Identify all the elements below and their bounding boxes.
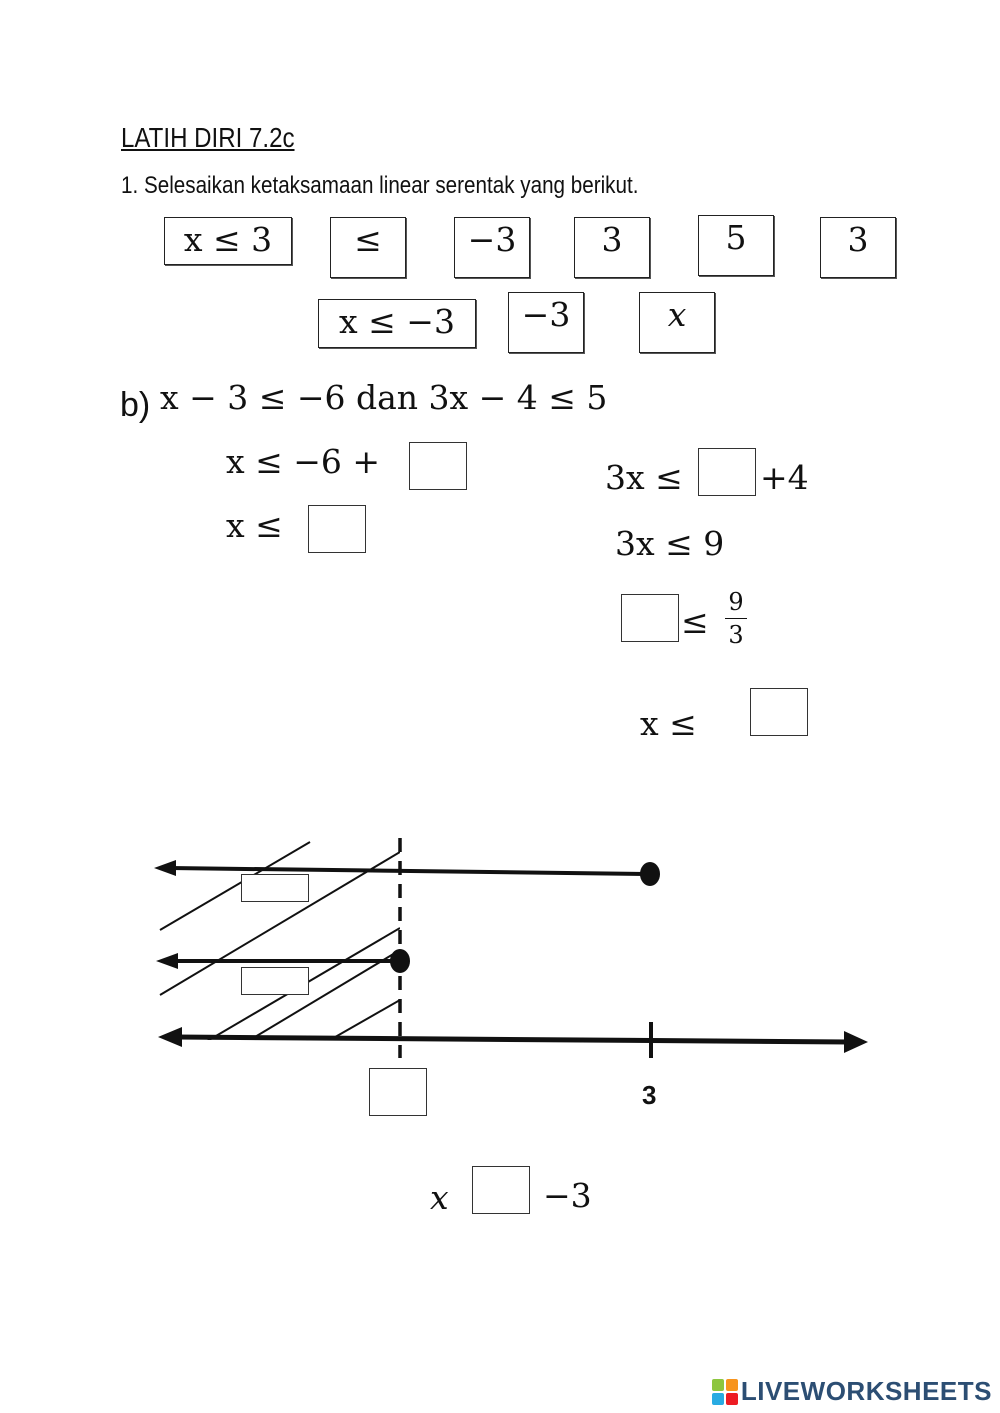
right-step2-text: 3x ≤ 9: [615, 524, 725, 563]
final-answer-value: −3: [543, 1176, 592, 1215]
right-step1-suffix: +4: [760, 458, 809, 497]
left-step1-text: x ≤ −6 +: [226, 442, 381, 481]
tile-label: 3: [601, 220, 623, 259]
upper-ray-endpoint: [640, 862, 660, 886]
logo-square: [726, 1393, 738, 1405]
fraction-denominator: 3: [728, 621, 744, 649]
tick-label-three: 3: [642, 1080, 657, 1110]
right-step1-text: 3x ≤: [605, 458, 683, 497]
tile-label: x: [667, 295, 687, 334]
tile-label: 5: [725, 218, 747, 257]
right-step4-text: x ≤: [640, 704, 697, 743]
upper-ray-arrowhead: [154, 860, 176, 876]
liveworksheets-logo: [712, 1376, 992, 1407]
fraction-numerator: 9: [728, 588, 744, 616]
tile-label: ≤: [354, 220, 382, 259]
logo-mark-icon: [712, 1379, 738, 1405]
tile-label: −3: [467, 220, 517, 259]
lower-ray-arrowhead: [156, 953, 178, 969]
left-axis-arrowhead: [158, 1027, 182, 1047]
upper-ray-label-blank[interactable]: [241, 874, 309, 902]
final-answer-blank[interactable]: [472, 1166, 530, 1214]
left-step2-text: x ≤: [226, 506, 283, 545]
tile-label: −3: [521, 295, 571, 334]
logo-text: LIVEWORKSHEETS: [740, 1376, 992, 1406]
right-axis-arrowhead: [844, 1031, 868, 1053]
tile-label: 3: [847, 220, 869, 259]
logo-square: [712, 1379, 724, 1391]
right-step3-symbol: ≤: [681, 602, 709, 641]
tile-label: x ≤ 3: [183, 220, 273, 259]
main-number-line: [176, 1037, 850, 1042]
instruction-text: 1. Selesaikan ketaksamaan linear serentak yang berikut.: [121, 172, 639, 199]
axis-tick-blank[interactable]: [369, 1068, 427, 1116]
lower-ray-endpoint: [390, 949, 410, 973]
tile-label: x ≤ −3: [339, 302, 455, 341]
question-label: b): [120, 386, 151, 424]
worksheet-title: LATIH DIRI 7.2c: [121, 122, 295, 153]
final-answer-variable: x: [430, 1178, 449, 1217]
logo-square: [712, 1393, 724, 1405]
question-statement: x − 3 ≤ −6 dan 3x − 4 ≤ 5: [160, 378, 608, 417]
lower-ray-label-blank[interactable]: [241, 967, 309, 995]
logo-square: [726, 1379, 738, 1391]
